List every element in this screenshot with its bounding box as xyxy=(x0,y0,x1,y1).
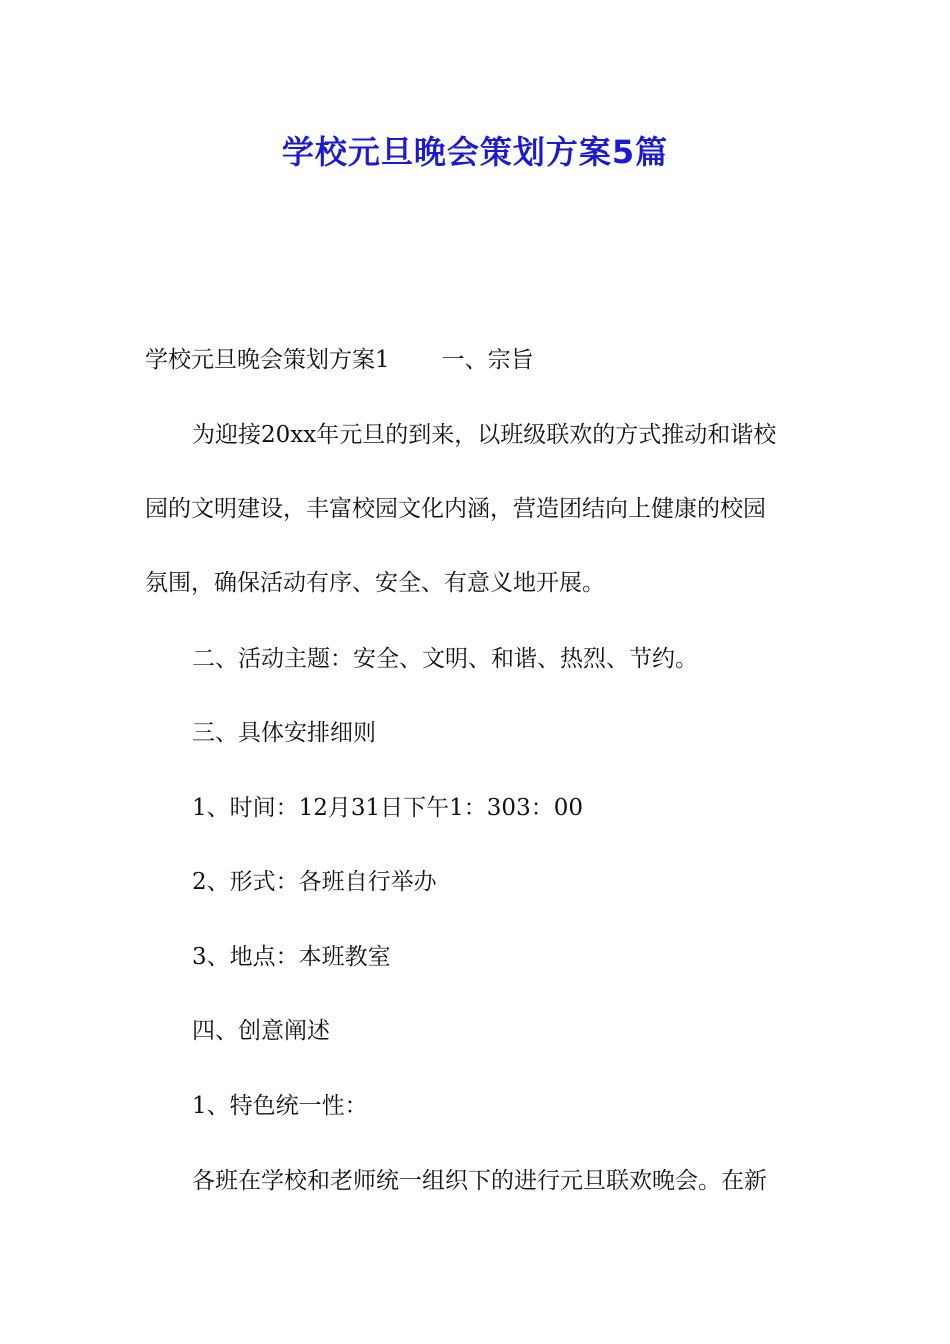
paragraph-line: 四、创意阐述 xyxy=(192,1018,330,1044)
paragraph-line: 二、活动主题：安全、文明、和谐、热烈、节约。 xyxy=(192,646,698,672)
paragraph-line: 2、形式：各班自行举办 xyxy=(192,869,437,895)
paragraph-line: 为迎接20xx年元旦的到来，以班级联欢的方式推动和谐校 xyxy=(192,422,777,448)
paragraph-line: 氛围，确保活动有序、安全、有意义地开展。 xyxy=(145,570,605,596)
section-heading xyxy=(145,345,810,375)
paragraph-line: 园的文明建设，丰富校园文化内涵，营造团结向上健康的校园 xyxy=(145,496,766,522)
plan-heading: 学校元旦晚会策划方案1 xyxy=(145,347,390,373)
document-title: 学校元旦晚会策划方案5篇 xyxy=(281,133,669,171)
paragraph-line: 1、时间：12月31日下午1：303：00 xyxy=(192,795,583,821)
paragraph-line: 各班在学校和老师统一组织下的进行元旦联欢晚会。在新 xyxy=(192,1168,767,1194)
purpose-heading: 一、宗旨 xyxy=(441,347,534,373)
paragraph-line: 1、特色统一性： xyxy=(192,1093,368,1119)
paragraph-line: 3、地点：本班教室 xyxy=(192,944,391,970)
paragraph-line: 三、具体安排细则 xyxy=(192,720,376,746)
